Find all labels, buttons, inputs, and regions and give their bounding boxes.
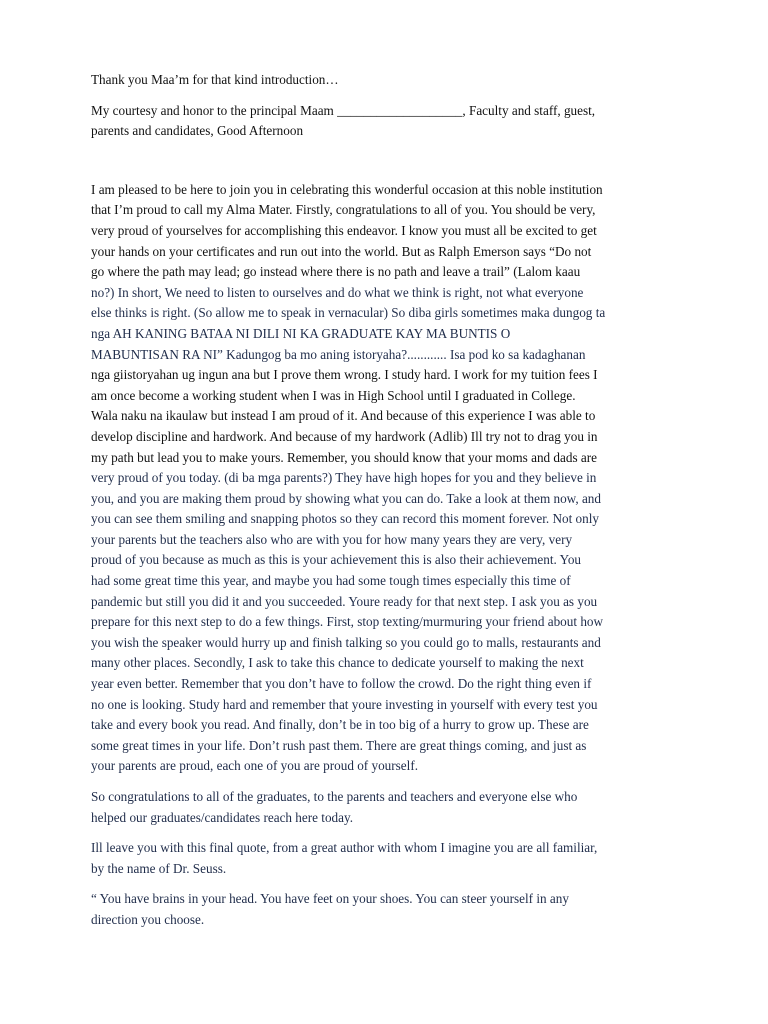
speech-line: no?) In short, We need to listen to ourselves and do what we think is right, not what everyone — [91, 284, 584, 300]
quote-line: “ You have brains in your head. You have feet on your shoes. You can steer yourself in any — [91, 891, 569, 907]
speech-line: nga AH KANING BATAA NI DILI NI KA GRADUATE KAY MA BUNTIS O — [91, 325, 511, 341]
speech-line: you, and you are making them proud by showing what you can do. Take a look at them now, and — [91, 490, 601, 506]
speech-line: go where the path may lead; go instead where there is no path and leave a trail” (Lalom kaau — [91, 264, 581, 280]
speech-line: my path but lead you to make yours. Remember, you should know that your moms and dads are — [91, 449, 597, 465]
speech-line: I am pleased to be here to join you in celebrating this wonderful occasion at this noble institution — [91, 181, 603, 197]
speech-line: you wish the speaker would hurry up and finish talking so you could go to malls, restaurants and — [91, 634, 601, 650]
speech-line: year even better. Remember that you don’t have to follow the crowd. Do the right thing even if — [91, 676, 592, 692]
speech-line: am once become a working student when I was in High School until I graduated in College. — [91, 387, 576, 403]
intro-line: Thank you Maa’m for that kind introduction… — [91, 72, 339, 87]
congrats-line: helped our graduates/candidates reach here today. — [91, 809, 354, 825]
speech-line: some great times in your life. Don’t rush past them. There are great things coming, and just as — [91, 737, 587, 753]
quote-paragraph — [91, 889, 688, 930]
speech-line: prepare for this next step to do a few things. First, stop texting/murmuring your friend about how — [91, 614, 604, 630]
speech-line: you can see them smiling and snapping photos so they can record this moment forever. Not only — [91, 511, 599, 527]
speech-line: else thinks is right. (So allow me to speak in vernacular) So diba girls sometimes maka dungog ta — [91, 305, 606, 321]
speech-line: no one is looking. Study hard and remember that youre investing in yourself with every test you — [91, 696, 598, 712]
quote-line: direction you choose. — [91, 911, 205, 927]
speech-line: that I’m proud to call my Alma Mater. Firstly, congratulations to all of you. You should be very, — [91, 202, 596, 218]
speech-line: pandemic but still you did it and you succeeded. Youre ready for that next step. I ask you as you — [91, 593, 598, 609]
speech-line: MABUNTISAN RA NI” Kadungog ba mo aning istoryaha?............ Isa pod ko sa kadaghanan — [91, 346, 586, 362]
speech-line: your parents but the teachers also who are with you for how many years they are very, very — [91, 531, 573, 547]
quote-intro-line: by the name of Dr. Seuss. — [91, 860, 227, 876]
courtesy-paragraph — [91, 101, 688, 142]
courtesy-line: parents and candidates, Good Afternoon — [91, 123, 304, 139]
speech-line: develop discipline and hardwork. And because of my hardwork (Adlib) Ill try not to drag you in — [91, 428, 598, 444]
speech-paragraph — [91, 180, 688, 777]
speech-line: proud of you because as much as this is your achievement this is also their achievement. You — [91, 552, 582, 568]
speech-line: take and every book you read. And finally, don’t be in too big of a hurry to grow up. These are — [91, 717, 589, 733]
quote-intro-line: Ill leave you with this final quote, from a great author with whom I imagine you are all familiar, — [91, 840, 598, 856]
quote-intro-paragraph — [91, 838, 688, 879]
speech-line: nga giistoryahan ug ingun ana but I prove them wrong. I study hard. I work for my tuition fees I — [91, 367, 598, 383]
speech-line: your parents are proud, each one of you are proud of yourself. — [91, 758, 419, 774]
congrats-paragraph — [91, 787, 688, 828]
speech-line: Wala naku na ikaulaw but instead I am proud of it. And because of this experience I was able to — [91, 408, 596, 424]
speech-line: very proud of yourselves for accomplishing this endeavor. I know you must all be excited to get — [91, 222, 597, 238]
speech-line: your hands on your certificates and run out into the world. But as Ralph Emerson says “Do not — [91, 243, 592, 259]
speech-line: many other places. Secondly, I ask to take this chance to dedicate yourself to making the next — [91, 655, 584, 671]
speech-line: very proud of you today. (di ba mga parents?) They have high hopes for you and they believe in — [91, 470, 597, 486]
courtesy-line: My courtesy and honor to the principal Maam ___________________, Faculty and staff, guest, — [91, 102, 596, 118]
congrats-line: So congratulations to all of the graduates, to the parents and teachers and everyone else who — [91, 789, 578, 804]
speech-line: had some great time this year, and maybe you had some tough times especially this time of — [91, 573, 571, 589]
